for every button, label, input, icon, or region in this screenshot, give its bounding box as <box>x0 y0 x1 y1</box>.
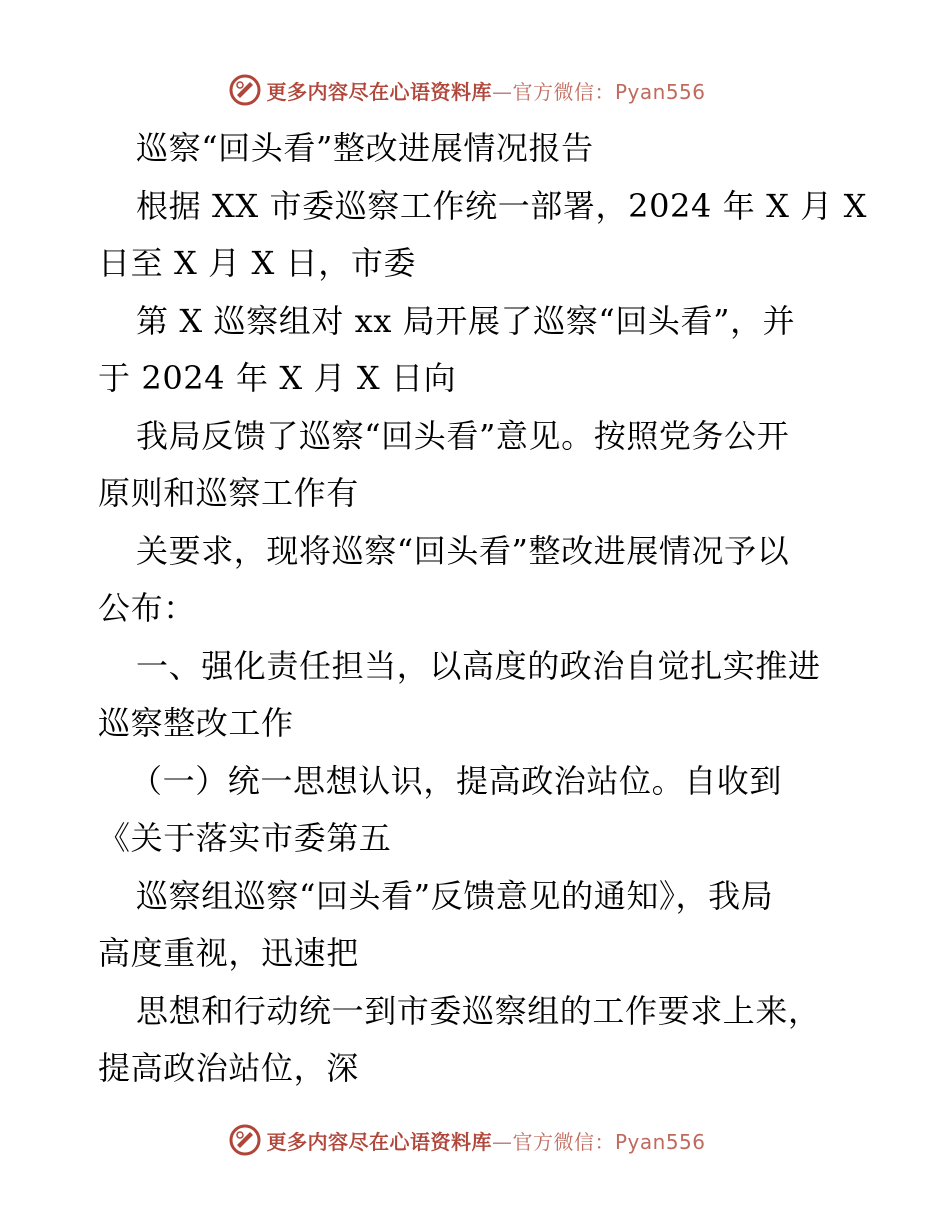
paragraph-line: 原则和巡察工作有 <box>98 474 359 512</box>
document-body <box>98 120 867 1098</box>
header-banner <box>0 70 950 110</box>
banner-slogan: 更多内容尽在心语资料库 <box>266 79 492 104</box>
section-heading-cont: 巡察整改工作 <box>98 704 294 742</box>
red-circle-logo-icon <box>228 73 262 107</box>
footer-banner <box>0 1120 950 1160</box>
banner-separator: — <box>491 1129 513 1154</box>
banner-wechat-label: 官方微信： <box>512 1129 615 1154</box>
paragraph-line: 根据 XX 市委巡察工作统一部署，2024 年 X 月 X <box>136 186 867 225</box>
document-title: 巡察“回头看”整改进展情况报告 <box>136 129 594 167</box>
section-heading: 一、强化责任担当，以高度的政治自觉扎实推进 <box>136 646 821 685</box>
subsection-heading: （一）统一思想认识，提高政治站位。自收到 <box>130 761 783 800</box>
paragraph-line: 关要求，现将巡察“回头看”整改进展情况予以 <box>136 531 790 570</box>
footer-banner-content <box>228 1123 705 1157</box>
banner-text <box>266 76 705 105</box>
paragraph-line: 我局反馈了巡察“回头看”意见。按照党务公开 <box>136 416 790 455</box>
paragraph-line: 《关于落实市委第五 <box>98 819 392 857</box>
paragraph-line: 第 X 巡察组对 xx 局开展了巡察“回头看”，并 <box>136 301 796 340</box>
banner-wechat-label: 官方微信： <box>512 79 615 104</box>
paragraph-line: 公布： <box>98 589 196 627</box>
paragraph-line: 提高政治站位，深 <box>98 1049 359 1087</box>
banner-wechat-id: Pyan556 <box>614 79 706 104</box>
banner-text <box>266 1126 705 1155</box>
banner-wechat-id: Pyan556 <box>614 1129 706 1154</box>
paragraph-line: 思想和行动统一到市委巡察组的工作要求上来， <box>136 991 821 1030</box>
paragraph-line: 巡察组巡察“回头看”反馈意见的通知》，我局 <box>136 876 774 915</box>
red-circle-logo-icon <box>228 1123 262 1157</box>
paragraph-line: 日至 X 月 X 日，市委 <box>98 244 417 282</box>
banner-separator: — <box>491 79 513 104</box>
header-banner-content <box>228 73 705 107</box>
paragraph-line: 于 2024 年 X 月 X 日向 <box>98 359 457 397</box>
paragraph-line: 高度重视，迅速把 <box>98 934 359 972</box>
banner-slogan: 更多内容尽在心语资料库 <box>266 1129 492 1154</box>
